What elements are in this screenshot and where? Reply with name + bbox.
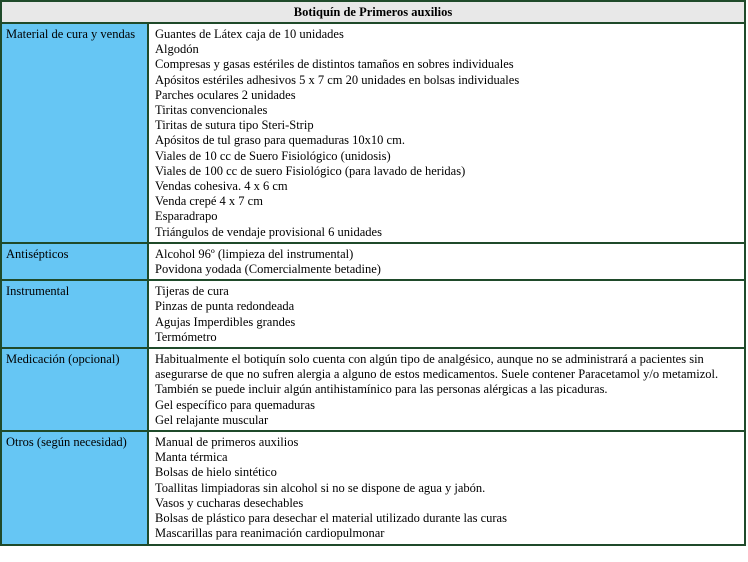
- list-item: Termómetro: [155, 329, 217, 344]
- list-item: Compresas y gasas estériles de distintos tamaños en sobres individuales: [155, 57, 514, 72]
- list-item: Triángulos de vendaje provisional 6 unidades: [155, 224, 382, 239]
- items-cell: [148, 243, 745, 280]
- table-body: [1, 23, 745, 545]
- list-item: Apósitos de tul graso para quemaduras 10x10 cm.: [155, 133, 405, 148]
- list-item: Gel relajante muscular: [155, 412, 269, 427]
- list-item: Parches oculares 2 unidades: [155, 87, 296, 102]
- category-cell: Otros (según necesidad): [1, 431, 148, 544]
- items-cell: [148, 23, 745, 243]
- list-item: Pinzas de punta redondeada: [155, 299, 295, 314]
- table-header-row: [1, 1, 745, 23]
- list-item: Vasos y cucharas desechables: [155, 495, 304, 510]
- list-item: Tiritas de sutura tipo Steri-Strip: [155, 118, 314, 133]
- list-item: Esparadrapo: [155, 209, 218, 224]
- list-item: También se puede incluir algún antihistamínico para las personas alérgicas a las picaduras.: [155, 382, 608, 397]
- table-row: [1, 280, 745, 348]
- category-cell: Instrumental: [1, 280, 148, 348]
- list-item: Toallitas limpiadoras sin alcohol si no se dispone de agua y jabón.: [155, 480, 486, 495]
- list-item: Povidona yodada (Comercialmente betadine): [155, 262, 381, 277]
- list-item: Viales de 10 cc de Suero Fisiológico (unidosis): [155, 148, 391, 163]
- table-row: [1, 23, 745, 243]
- table-row: [1, 431, 745, 544]
- list-item: Algodón: [155, 42, 199, 57]
- items-cell: [148, 280, 745, 348]
- category-cell: Medicación (opcional): [1, 348, 148, 431]
- list-item: Mascarillas para reanimación cardiopulmonar: [155, 526, 385, 541]
- list-item: Manta térmica: [155, 450, 228, 465]
- list-item: Vendas cohesiva. 4 x 6 cm: [155, 179, 288, 194]
- list-item: Agujas Imperdibles grandes: [155, 314, 296, 329]
- category-cell: Antisépticos: [1, 243, 148, 280]
- list-item: Bolsas de hielo sintético: [155, 465, 277, 480]
- list-item: Venda crepé 4 x 7 cm: [155, 194, 263, 209]
- list-item: Alcohol 96º (limpieza del instrumental): [155, 246, 354, 261]
- table-row: [1, 243, 745, 280]
- list-item: Tiritas convencionales: [155, 103, 268, 118]
- list-item: Bolsas de plástico para desechar el material utilizado durante las curas: [155, 511, 507, 526]
- table-row: [1, 348, 745, 431]
- list-item: Habitualmente el botiquín solo cuenta con algún tipo de analgésico, aunque no se administrará a pacientes sin: [155, 352, 704, 367]
- list-item: asegurarse de que no sufren alergia a alguno de estos medicamentos. Suele contener Paracetamol y/o metamizol.: [155, 367, 719, 382]
- list-item: Apósitos estériles adhesivos 5 x 7 cm 20 unidades en bolsas individuales: [155, 72, 520, 87]
- items-cell: [148, 348, 745, 431]
- list-item: Viales de 100 cc de suero Fisiológico (para lavado de heridas): [155, 163, 466, 178]
- table-title: Botiquín de Primeros auxilios: [1, 1, 745, 23]
- items-cell: [148, 431, 745, 544]
- list-item: Manual de primeros auxilios: [155, 435, 299, 450]
- list-item: Tijeras de cura: [155, 284, 229, 299]
- list-item: Guantes de Látex caja de 10 unidades: [155, 27, 344, 41]
- category-cell: Material de cura y vendas: [1, 23, 148, 243]
- list-item: Gel específico para quemaduras: [155, 397, 315, 412]
